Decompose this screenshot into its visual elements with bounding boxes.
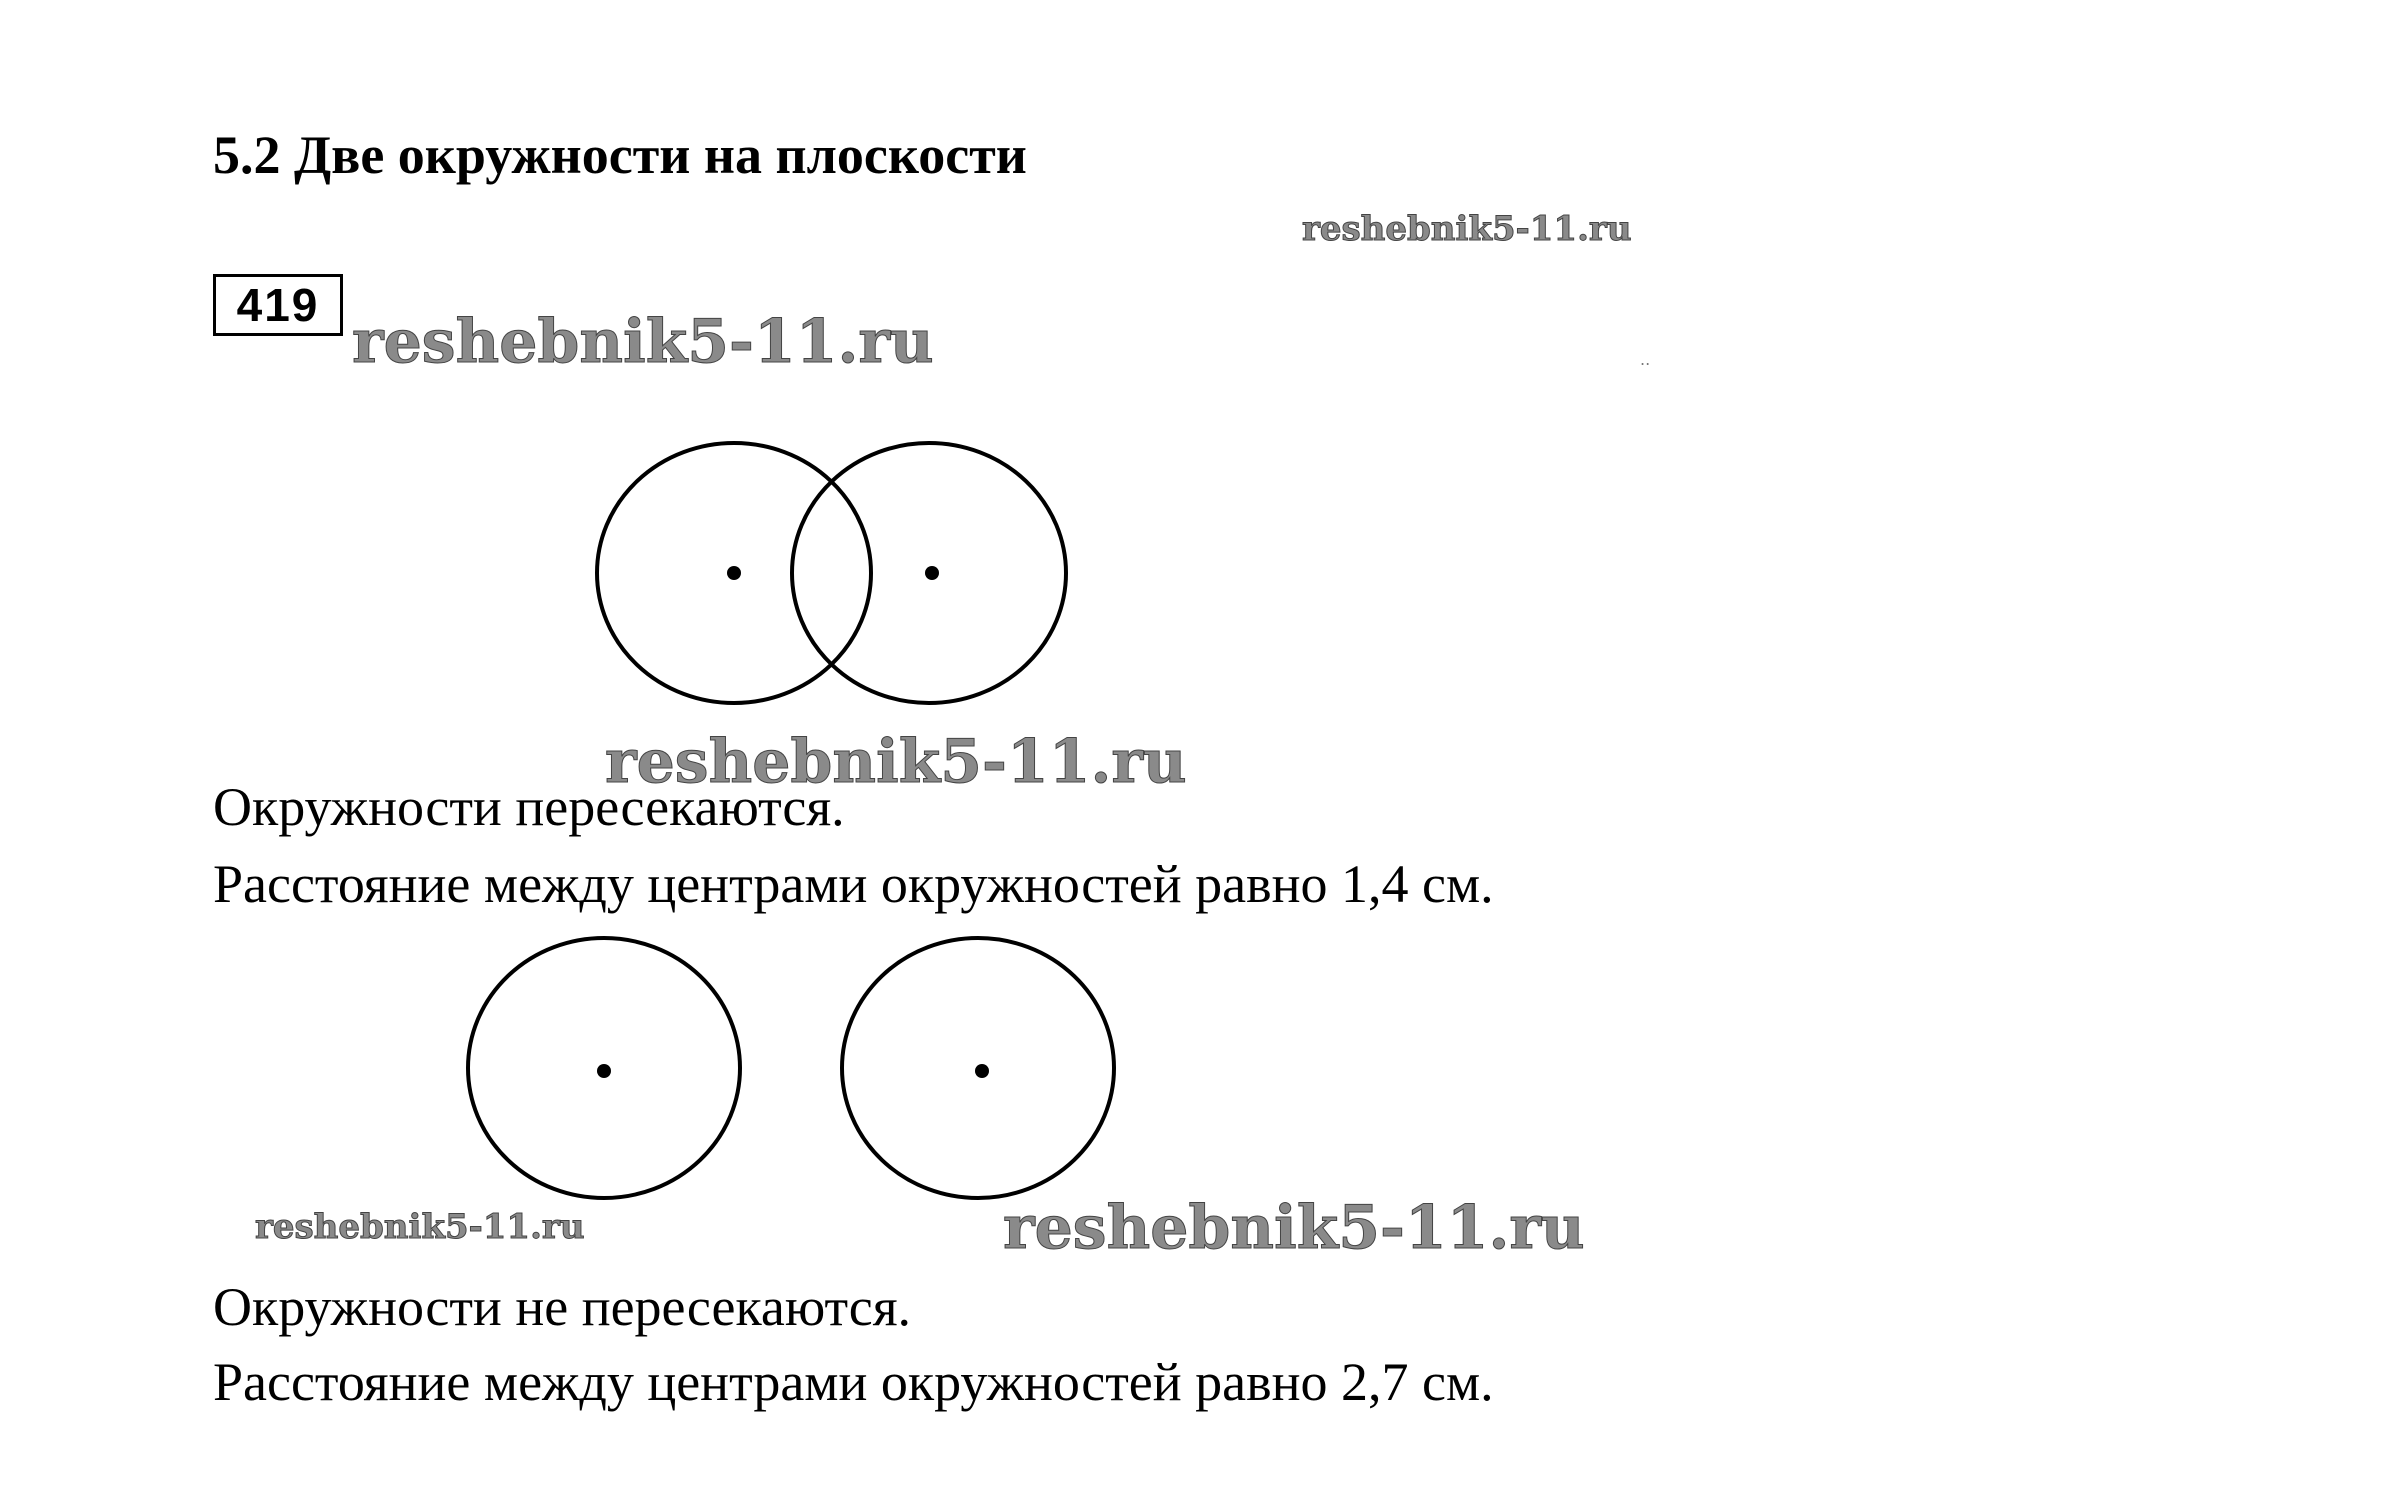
watermark: reshebnik5-11.ru xyxy=(1302,209,1632,249)
task-number: 419 xyxy=(213,274,343,336)
watermark: reshebnik5-11.ru xyxy=(605,727,1187,797)
watermark: reshebnik5-11.ru xyxy=(352,307,934,377)
watermark: reshebnik5-11.ru xyxy=(1003,1193,1585,1263)
circle-left xyxy=(468,938,740,1198)
center-point xyxy=(727,566,741,580)
distance-text-2: Расстояние между центрами окружностей равно 2,7 см. xyxy=(213,1352,1494,1412)
stray-mark: .. xyxy=(1640,350,1651,369)
circle-left xyxy=(597,443,871,703)
section-title: 5.2 Две окружности на плоскости xyxy=(213,125,1027,185)
circle-right xyxy=(842,938,1114,1198)
separate-circles xyxy=(468,938,1114,1198)
center-point xyxy=(975,1064,989,1078)
circle-right xyxy=(792,443,1066,703)
conclusion-text-1: Окружности пересекаются. xyxy=(213,777,845,837)
intersecting-circles xyxy=(597,443,1066,703)
watermark: reshebnik5-11.ru xyxy=(255,1207,585,1247)
conclusion-text-2: Окружности не пересекаются. xyxy=(213,1277,912,1337)
distance-text-1: Расстояние между центрами окружностей равно 1,4 см. xyxy=(213,854,1494,914)
center-point xyxy=(597,1064,611,1078)
center-point xyxy=(925,566,939,580)
